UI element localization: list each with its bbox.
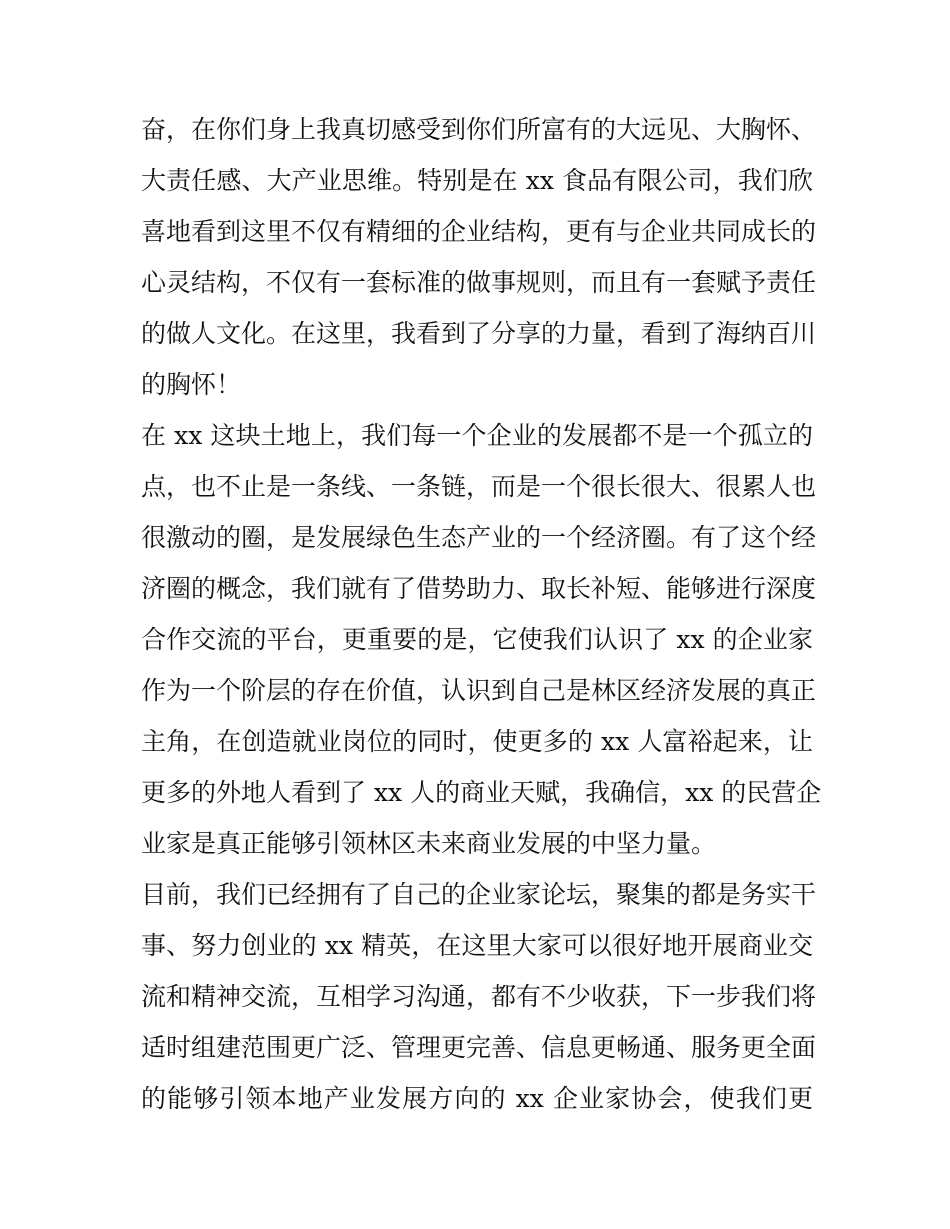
text-line: 适时组建范围更广泛、管理更完善、信息更畅通、服务更全面	[141, 1033, 817, 1062]
text-line: 心灵结构，不仅有一套标准的做事规则，而且有一套赋予责任	[141, 268, 817, 297]
text-line: 的做人文化。在这里，我看到了分享的力量，看到了海纳百川	[141, 319, 817, 348]
text-line: 大责任感、大产业思维。特别是在 xx 食品有限公司，我们欣	[141, 166, 813, 195]
text-line: 点，也不止是一条线、一条链，而是一个很长很大、很累人也	[141, 472, 817, 501]
text-line: 流和精神交流，互相学习沟通，都有不少收获，下一步我们将	[141, 982, 817, 1011]
text-line: 事、努力创业的 xx 精英，在这里大家可以很好地开展商业交	[141, 931, 813, 960]
text-line: 目前，我们已经拥有了自己的企业家论坛，聚集的都是务实干	[141, 880, 817, 909]
text-line: 主角，在创造就业岗位的同时，使更多的 xx 人富裕起来，让	[141, 727, 813, 756]
text-line: 的胸怀！	[141, 370, 242, 399]
text-line: 更多的外地人看到了 xx 人的商业天赋，我确信，xx 的民营企	[141, 778, 822, 807]
text-line: 在 xx 这块土地上，我们每一个企业的发展都不是一个孤立的	[141, 421, 813, 450]
text-line: 喜地看到这里不仅有精细的企业结构，更有与企业共同成长的	[141, 217, 817, 246]
text-line: 的能够引领本地产业发展方向的 xx 企业家协会，使我们更	[141, 1084, 813, 1113]
body-text	[141, 104, 822, 1124]
text-line: 业家是真正能够引领林区未来商业发展的中坚力量。	[141, 829, 717, 858]
text-line: 合作交流的平台，更重要的是，它使我们认识了 xx 的企业家	[141, 625, 813, 654]
text-line: 很激动的圈，是发展绿色生态产业的一个经济圈。有了这个经	[141, 523, 817, 552]
text-line: 作为一个阶层的存在价值，认识到自己是林区经济发展的真正	[141, 676, 817, 705]
text-line: 济圈的概念，我们就有了借势助力、取长补短、能够进行深度	[141, 574, 817, 603]
text-line: 奋，在你们身上我真切感受到你们所富有的大远见、大胸怀、	[141, 115, 817, 144]
